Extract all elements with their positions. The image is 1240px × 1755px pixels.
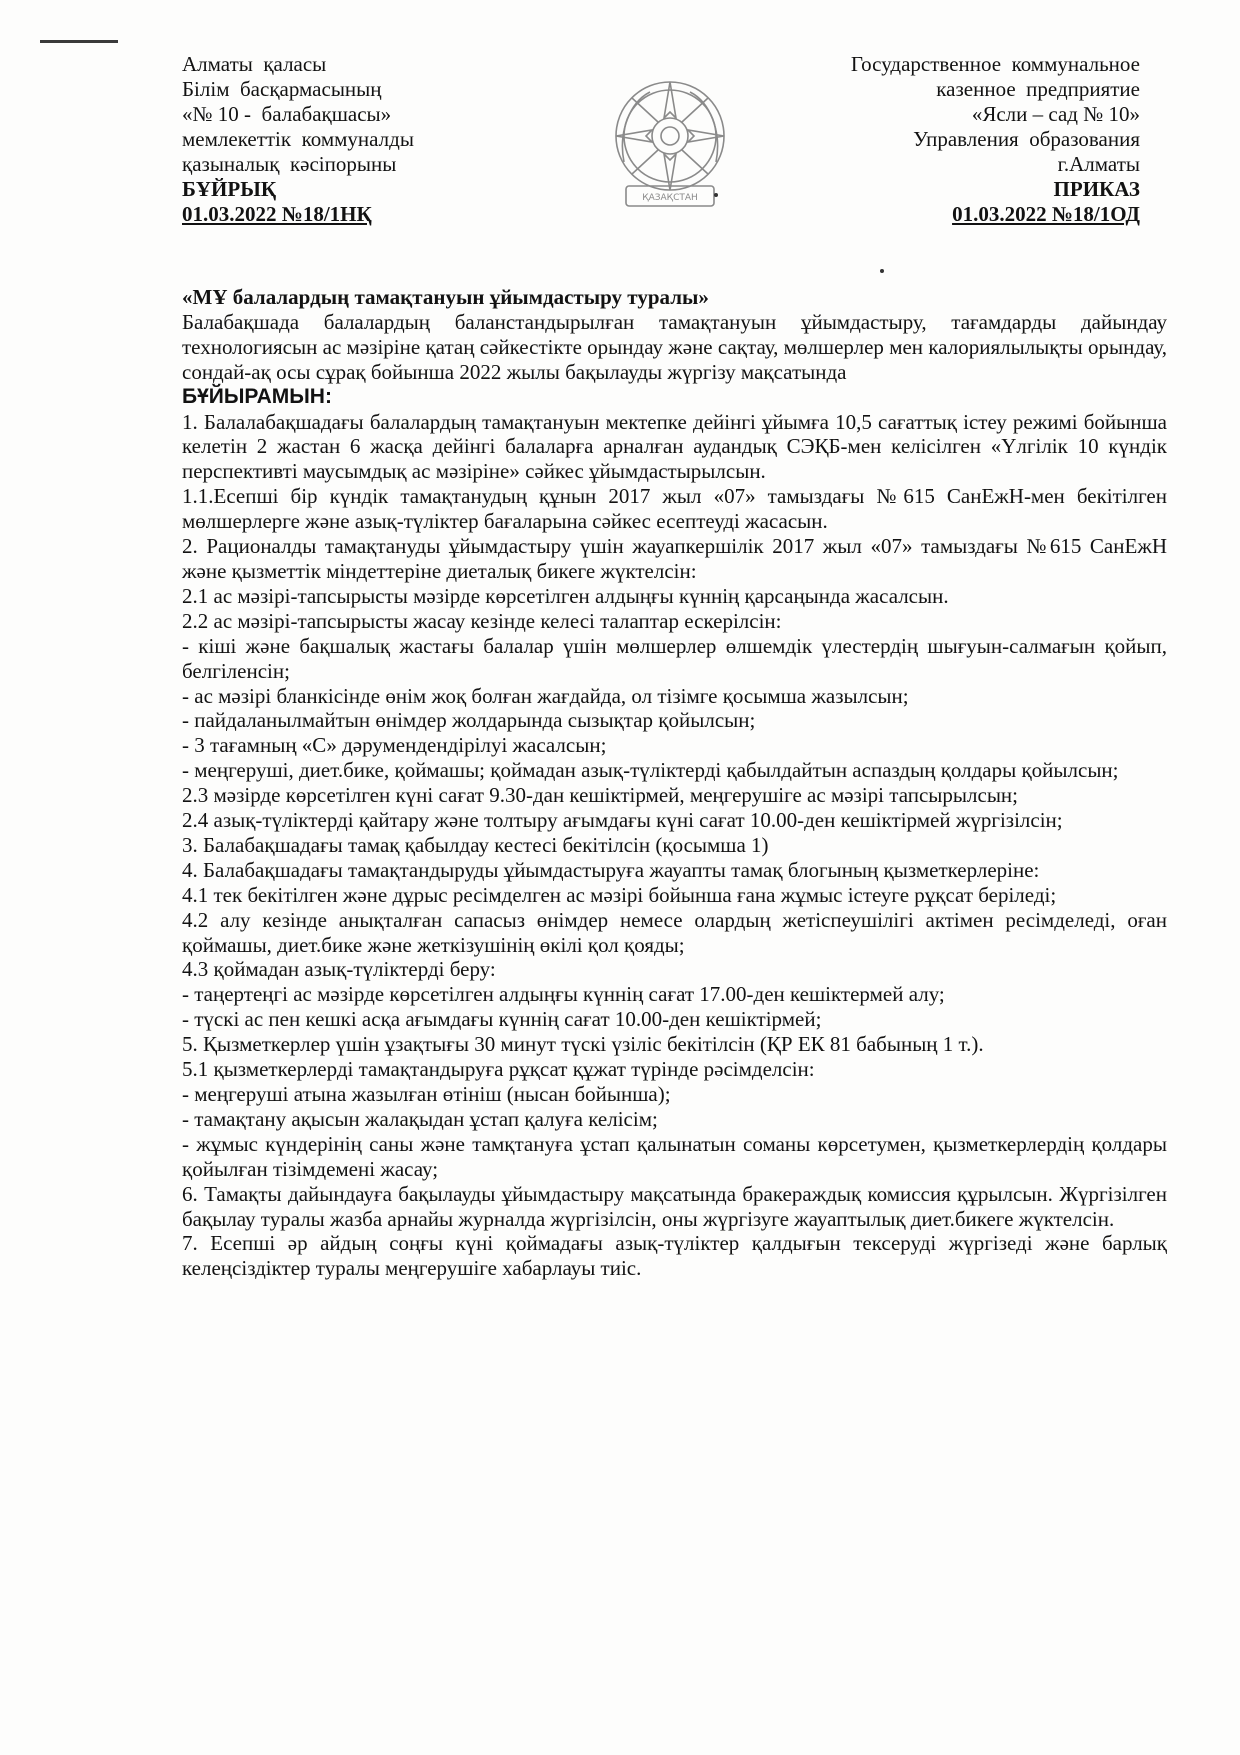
order-word: БҰЙЫРАМЫН: [182, 384, 332, 408]
paragraph: 2.1 ас мәзірі-тапсырысты мәзірде көрсетілген алдыңғы күннің қарсаңында жасалсын. [182, 583, 949, 608]
paragraph: 4.3 қоймадан азық-түліктерді беру: [182, 957, 496, 982]
header-left-doc-number: 01.03.2022 №18/1НҚ [182, 202, 372, 226]
paragraph: - жұмыс күндерінің саны және тамқтануға ұстап қалынатын соманы көрсетумен, қызметкерлердің қолдары қойылған тізімдемені жасау; [182, 1131, 1167, 1181]
document-title: «МҰ балалардың тамақтануын ұйымдастыру туралы» [182, 285, 709, 309]
paragraph: - түскі ас пен кешкі асқа ағымдағы күннің сағат 10.00-ден кешіктірмей; [182, 1007, 822, 1032]
header-left-line: «№ 10 - балабақшасы» [182, 102, 392, 126]
paragraph: 3. Балабақшадағы тамақ қабылдау кестесі бекітілсін (қосымша 1) [182, 832, 769, 857]
header-right-doc-number: 01.03.2022 №18/1ОД [952, 202, 1140, 226]
paragraph: 1. Балалабақшадағы балалардың тамақтануын мектепке дейінгі ұйымға 10,5 сағаттық істеу режимі бойынша келетін 2 жастан 6 жасқа дейінгі балаларға арналған аудандық СЭҚБ-мен келісілген «Үлгілік 10 күндік перспективті маусымдық ас мәзіріне» сәйкес ұйымдастырылсын. [182, 409, 1167, 484]
paragraph: 7. Есепші әр айдың соңғы күні қоймадағы азық-түліктер қалдығын тексеруді жүргізеді және барлық келеңсіздіктер туралы меңгерушіге хабарлауы тиіс. [182, 1231, 1167, 1281]
paragraph: 2.3 мәзірде көрсетілген күні сағат 9.30-дан кешіктірмей, меңгерушіге ас мәзірі тапсырылсын; [182, 783, 1019, 808]
header-right-line: «Ясли – сад № 10» [971, 102, 1140, 126]
header-left-kazakh [182, 52, 562, 227]
header-left-line: Алматы қаласы [182, 52, 327, 76]
scan-edge-mark [40, 40, 118, 43]
paragraph: - ас мәзірі бланкісінде өнім жоқ болған жағдайда, ол тізімге қосымша жазылсын; [182, 683, 909, 708]
paragraph: 2.4 азық-түліктерді қайтару және толтыру ағымдағы күні сағат 10.00-ден кешіктірмей жүргізілсін; [182, 808, 1063, 833]
paragraph: 5. Қызметкерлер үшін ұзақтығы 30 минут түскі үзіліс бекітілсін (ҚР ЕК 81 бабының 1 т.). [182, 1032, 984, 1057]
paragraph: 6. Тамақты дайындауға бақылауды ұйымдастыру мақсатында бракераждық комиссия құрылсын. Жүргізілген бақылау туралы жазба арнайы журналда жүргізілсін, оны жүргізуге жауаптылық диет.бикеге жүктелсін. [182, 1181, 1167, 1231]
paragraph: - кіші және бақшалық жастағы балалар үшін мөлшерлер өлшемдік үлестердің шығуын-салмағын қойып, белгіленсін; [182, 633, 1167, 683]
header-right-line: казенное предприятие [936, 77, 1140, 101]
paragraph: - 3 тағамның «С» дәрумендендірілуі жасалсын; [182, 733, 607, 758]
header-right-line: Управления образования [913, 127, 1140, 151]
header-left-line: Білім басқармасының [182, 77, 382, 101]
header-right-line: Государственное коммунальное [850, 52, 1140, 76]
kazakhstan-emblem-icon [610, 72, 730, 222]
paragraph: - меңгеруші атына жазылған өтініш (нысан бойынша); [182, 1082, 671, 1106]
paragraph: - пайдаланылмайтын өнімдер жолдарында сызықтар қойылсын; [182, 708, 756, 733]
paragraph: - таңертеңгі ас мәзірде көрсетілген алдыңғы күннің сағат 17.00-ден кешіктермей алу; [182, 982, 945, 1007]
emblem-text: ҚАЗАҚСТАН [642, 193, 698, 203]
paragraph: - тамақтану ақысын жалақыдан ұстап қалуға келісім; [182, 1106, 658, 1131]
scan-dot [714, 193, 718, 197]
intro-paragraph: Балабақшада балалардың баланстандырылған тамақтануын ұйымдастыру, тағамдарды дайындау технологиясын ас мәзіріне қатаң сәйкестікте орындау және сақтау, мөлшерлер мен калориялылықты орындау, сондай-ақ осы сұрақ бойынша 2022 жылы бақылауды жүргізу мақсатында [182, 309, 1167, 384]
header-left-line: қазыналық кәсіпорыны [182, 152, 397, 176]
paragraph: 4. Балабақшадағы тамақтандыруды ұйымдастыруға жауапты тамақ блогының қызметкерлеріне: [182, 857, 1040, 882]
paragraph: 5.1 қызметкерлерді тамақтандыруға рұқсат құжат түрінде рәсімделсін: [182, 1057, 815, 1082]
scan-dot [880, 269, 884, 273]
paragraph: 2. Рационалды тамақтануды ұйымдастыру үшін жауапкершілік 2017 жыл «07» тамыздағы №615 СанЕжН және қызметтік міндеттеріне диеталық бикеге жүктелсін: [182, 534, 1167, 583]
header-right-doc-type: ПРИКАЗ [1053, 177, 1140, 201]
paragraph: - меңгеруші, диет.бике, қоймашы; қоймадан азық-түліктерді қабылдайтын аспаздың қолдары қойылсын; [182, 758, 1119, 783]
paragraph: 4.1 тек бекітілген және дұрыс ресімделген ас мәзірі бойынша ғана жұмыс істеуге рұқсат беріледі; [182, 882, 1057, 907]
paragraph: 4.2 алу кезінде анықталған сапасыз өнімдер немесе олардың жетіспеушілігі актімен ресімделеді, оған қоймашы, диет.бике және жеткізушінің өкілі қол қояды; [182, 907, 1167, 957]
paragraph: 1.1.Есепші бір күндік тамақтанудың құнын 2017 жыл «07» тамыздағы №615 СанЕжН-мен бекітілген мөлшерлерге және азық-түліктер бағаларына сәйкес есептеуді жасасын. [182, 484, 1167, 534]
header-right-line: г.Алматы [1057, 152, 1140, 176]
header-right-russian [720, 52, 1140, 227]
paragraph: 2.2 ас мәзірі-тапсырысты жасау кезінде келесі талаптар ескерілсін: [182, 608, 782, 633]
document-body [182, 285, 1167, 1281]
header-left-line: мемлекеттік коммуналды [182, 127, 414, 151]
header-left-doc-type: БҰЙРЫҚ [182, 177, 277, 201]
